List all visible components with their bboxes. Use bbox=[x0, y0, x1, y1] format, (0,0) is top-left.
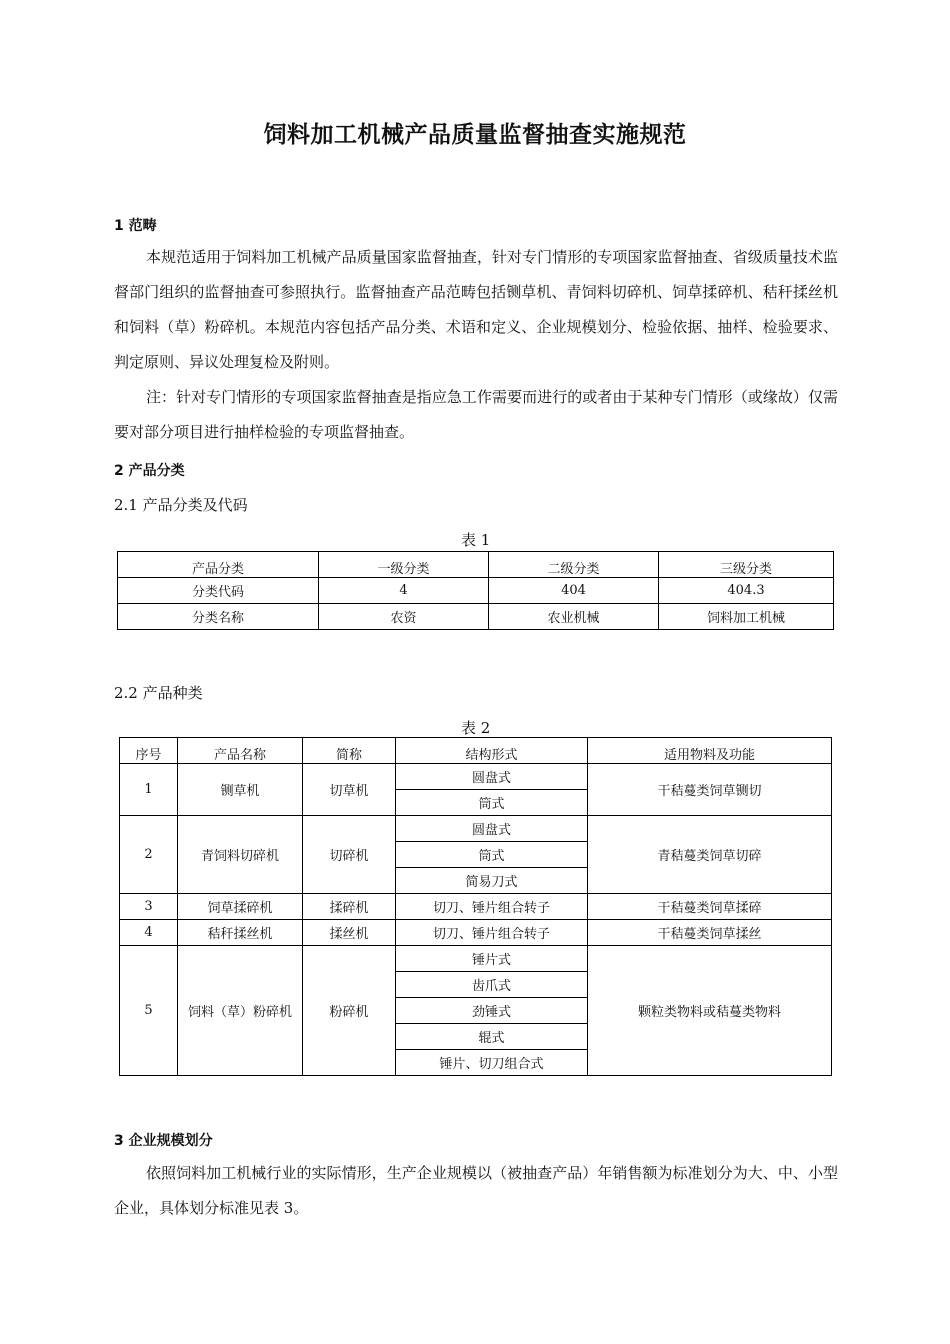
table-cell-form: 切刀、锤片组合转子 bbox=[396, 894, 588, 920]
table-1-caption: 表 1 bbox=[461, 531, 491, 549]
table-cell-form: 锤片、切刀组合式 bbox=[396, 1050, 588, 1076]
table-cell-name: 铡草机 bbox=[178, 764, 303, 816]
table-cell-short: 揉丝机 bbox=[303, 920, 396, 946]
document-title: 饲料加工机械产品质量监督抽查实施规范 bbox=[263, 122, 687, 148]
table-2-header-cell: 产品名称 bbox=[178, 738, 303, 764]
table-cell: 农资 bbox=[319, 604, 489, 630]
section-3-paragraph: 依照饲料加工机械行业的实际情形，生产企业规模以（被抽查产品）年销售额为标准划分为大、中、小型企业，具体划分标准见表 3。 bbox=[114, 1164, 838, 1217]
table-cell-no: 5 bbox=[120, 946, 178, 1076]
table-cell-short: 切碎机 bbox=[303, 816, 396, 894]
table-cell-form: 锤片式 bbox=[396, 946, 588, 972]
table-row bbox=[120, 764, 832, 790]
table-1 bbox=[117, 551, 834, 630]
table-row bbox=[120, 946, 832, 972]
table-cell-form: 简易刀式 bbox=[396, 868, 588, 894]
section-1-paragraph: 本规范适用于饲料加工机械产品质量国家监督抽查，针对专门情形的专项国家监督抽查、省级质量技术监督部门组织的监督抽查可参照执行。监督抽查产品范畴包括铡草机、青饲料切碎机、饲草揉碎机、秸秆揉丝机和饲料（草）粉碎机。本规范内容包括产品分类、术语和定义、企业规模划分、检验依据、抽样、检验要求、判定原则、异议处理复检及附则。 bbox=[114, 248, 838, 371]
table-cell-func: 颗粒类物料或秸蔓类物料 bbox=[588, 946, 832, 1076]
table-1-header-row bbox=[118, 552, 834, 578]
table-2-header-cell: 结构形式 bbox=[396, 738, 588, 764]
table-cell-name: 青饲料切碎机 bbox=[178, 816, 303, 894]
table-row bbox=[118, 604, 834, 630]
table-cell: 分类名称 bbox=[118, 604, 319, 630]
table-cell-name: 饲料（草）粉碎机 bbox=[178, 946, 303, 1076]
table-cell-no: 1 bbox=[120, 764, 178, 816]
table-2-header-row bbox=[120, 738, 832, 764]
table-cell-form: 圆盘式 bbox=[396, 764, 588, 790]
table-row bbox=[120, 920, 832, 946]
table-cell-form: 辊式 bbox=[396, 1024, 588, 1050]
table-cell: 农业机械 bbox=[489, 604, 659, 630]
table-cell-form: 齿爪式 bbox=[396, 972, 588, 998]
table-1-header-cell: 三级分类 bbox=[659, 552, 834, 578]
table-cell-form: 切刀、锤片组合转子 bbox=[396, 920, 588, 946]
table-row bbox=[120, 816, 832, 842]
table-1-header-cell: 一级分类 bbox=[319, 552, 489, 578]
table-cell-short: 粉碎机 bbox=[303, 946, 396, 1076]
table-cell-name: 饲草揉碎机 bbox=[178, 894, 303, 920]
table-cell-form: 筒式 bbox=[396, 790, 588, 816]
table-cell: 饲料加工机械 bbox=[659, 604, 834, 630]
table-cell-no: 4 bbox=[120, 920, 178, 946]
table-cell-short: 切草机 bbox=[303, 764, 396, 816]
section-2-1-heading: 2.1 产品分类及代码 bbox=[114, 496, 248, 514]
table-cell-name: 秸秆揉丝机 bbox=[178, 920, 303, 946]
section-2-heading: 2 产品分类 bbox=[114, 463, 185, 479]
table-cell: 4 bbox=[319, 578, 489, 604]
table-2-header-cell: 简称 bbox=[303, 738, 396, 764]
table-row bbox=[120, 894, 832, 920]
table-cell: 分类代码 bbox=[118, 578, 319, 604]
table-2-caption: 表 2 bbox=[461, 719, 491, 737]
section-1-heading: 1 范畴 bbox=[114, 218, 157, 234]
table-cell: 404 bbox=[489, 578, 659, 604]
table-2-header-cell: 序号 bbox=[120, 738, 178, 764]
table-cell: 404.3 bbox=[659, 578, 834, 604]
table-cell-form: 圆盘式 bbox=[396, 816, 588, 842]
section-1-note: 注：针对专门情形的专项国家监督抽查是指应急工作需要而进行的或者由于某种专门情形（或缘故）仅需要对部分项目进行抽样检验的专项监督抽查。 bbox=[114, 388, 838, 441]
table-cell-form: 劲锤式 bbox=[396, 998, 588, 1024]
table-cell-func: 干秸蔓类饲草揉碎 bbox=[588, 894, 832, 920]
table-cell-no: 2 bbox=[120, 816, 178, 894]
table-2-header-cell: 适用物料及功能 bbox=[588, 738, 832, 764]
table-1-header-cell: 二级分类 bbox=[489, 552, 659, 578]
table-row bbox=[118, 578, 834, 604]
table-cell-short: 揉碎机 bbox=[303, 894, 396, 920]
section-2-2-heading: 2.2 产品种类 bbox=[114, 684, 203, 702]
table-cell-func: 干秸蔓类饲草揉丝 bbox=[588, 920, 832, 946]
table-cell-form: 筒式 bbox=[396, 842, 588, 868]
table-cell-func: 青秸蔓类饲草切碎 bbox=[588, 816, 832, 894]
section-3-heading: 3 企业规模划分 bbox=[114, 1133, 213, 1149]
table-cell-func: 干秸蔓类饲草铡切 bbox=[588, 764, 832, 816]
table-cell-no: 3 bbox=[120, 894, 178, 920]
table-2 bbox=[119, 737, 832, 1076]
table-1-header-cell: 产品分类 bbox=[118, 552, 319, 578]
